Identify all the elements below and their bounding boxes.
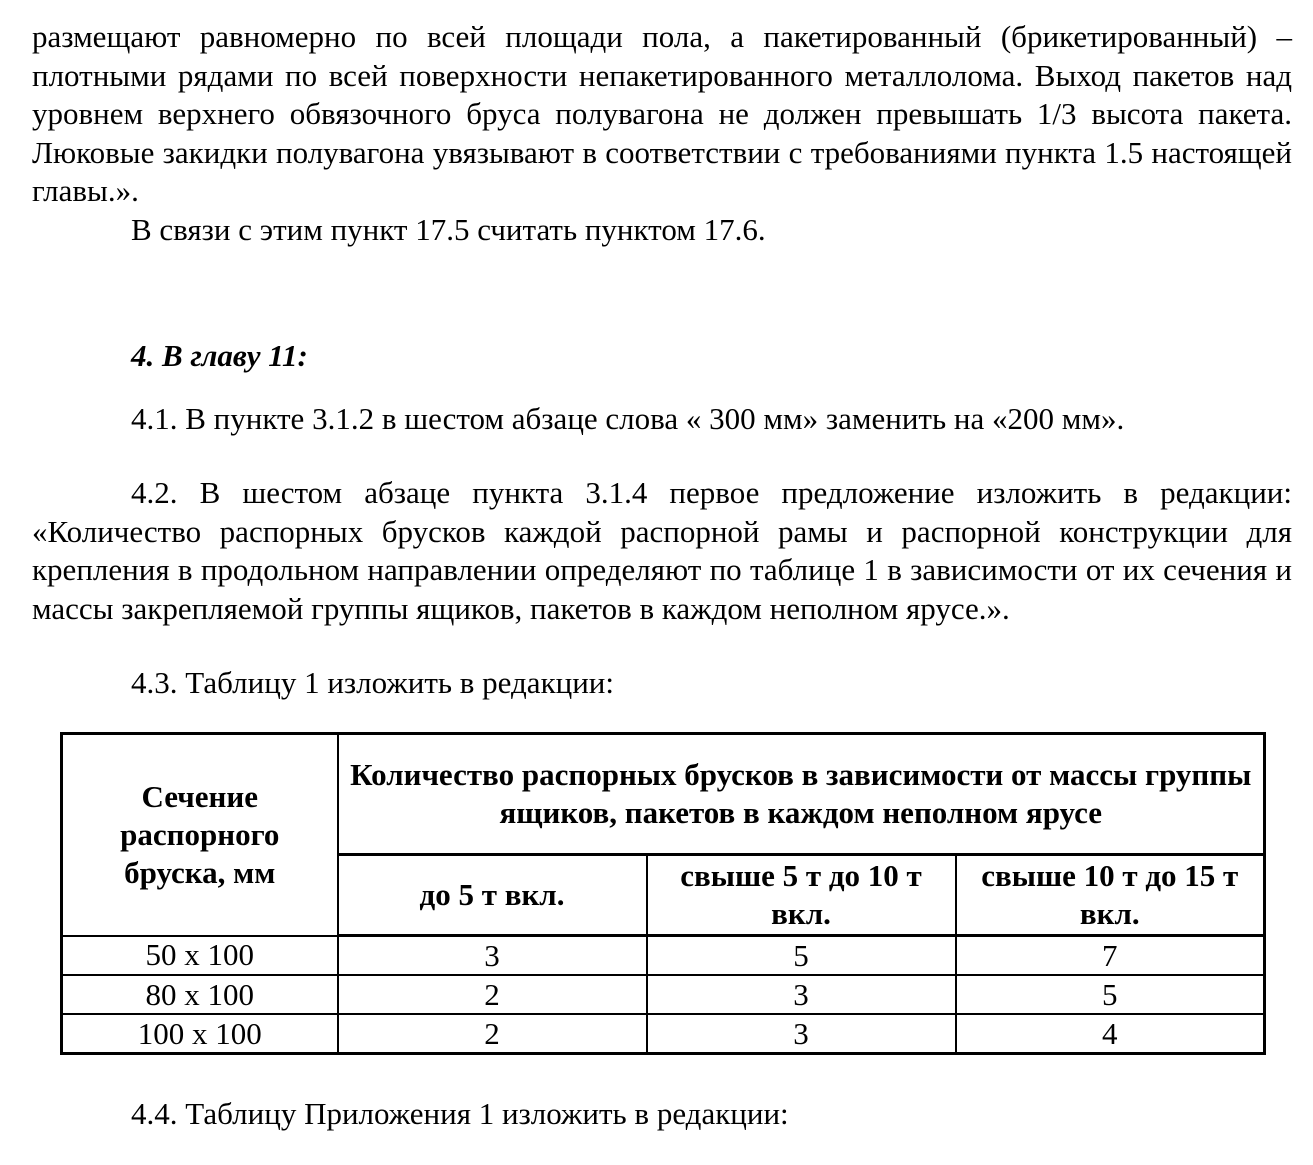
paragraph-renumber: В связи с этим пункт 17.5 считать пунктом 17.6.: [131, 211, 766, 247]
spacer-bars-table: [60, 732, 1266, 1055]
table-cell: 80 х 100: [62, 975, 338, 1014]
header-group: Количество распорных брусков в зависимости от массы группы ящиков, пакетов в каждом неполном ярусе: [338, 734, 1265, 855]
section-heading: 4. В главу 11:: [131, 338, 308, 373]
paragraph-4-1: 4.1. В пункте 3.1.2 в шестом абзаце слова « 300 мм» заменить на «200 мм».: [131, 400, 1125, 436]
table-cell: 4: [956, 1014, 1265, 1054]
table-row: [62, 1014, 1265, 1054]
table-cell: 3: [647, 975, 956, 1014]
paragraph-4-4: 4.4. Таблицу Приложения 1 изложить в редакции:: [131, 1096, 789, 1131]
header-10-to-15t: свыше 10 т до 15 т вкл.: [956, 855, 1265, 936]
table-cell: 3: [647, 1014, 956, 1054]
table-cell: 5: [956, 975, 1265, 1014]
table-cell: 7: [956, 936, 1265, 976]
header-section: Сечение распорного бруска, мм: [62, 734, 338, 936]
table-cell: 3: [338, 936, 647, 976]
paragraph-4-2: 4.2. В шестом абзаце пункта 3.1.4 первое предложение изложить в редакции: «Количество распорных брусков каждой распорной рамы и распорной конструкции для крепления в продольном направлении определяют по таблице 1 в зависимости от их сечения и массы закрепляемой группы ящиков, пакетов в каждом неполном ярусе.».: [32, 475, 1292, 626]
table-row: [62, 975, 1265, 1014]
document-page: [32, 0, 1292, 703]
paragraph-4-3: 4.3. Таблицу 1 изложить в редакции:: [131, 665, 615, 700]
paragraph-metal-scrap: размещают равномерно по всей площади пола, а пакетированный (брикетированный) – плотными рядами по всей поверхности непакетированного металлолома. Выход пакетов над уровнем верхнего обвязочного бруса полувагона не должен превышать 1/3 высота пакета. Люковые закидки полувагона увязывают в соответствии с требованиями пункта 1.5 настоящей главы.».: [32, 19, 1292, 208]
table-cell: 5: [647, 936, 956, 976]
header-5-to-10t: свыше 5 т до 10 т вкл.: [647, 855, 956, 936]
table-row: [62, 936, 1265, 976]
table-cell: 2: [338, 1014, 647, 1054]
table-cell: 50 х 100: [62, 936, 338, 976]
header-up-to-5t: до 5 т вкл.: [338, 855, 647, 936]
table-cell: 2: [338, 975, 647, 1014]
table-cell: 100 х 100: [62, 1014, 338, 1054]
